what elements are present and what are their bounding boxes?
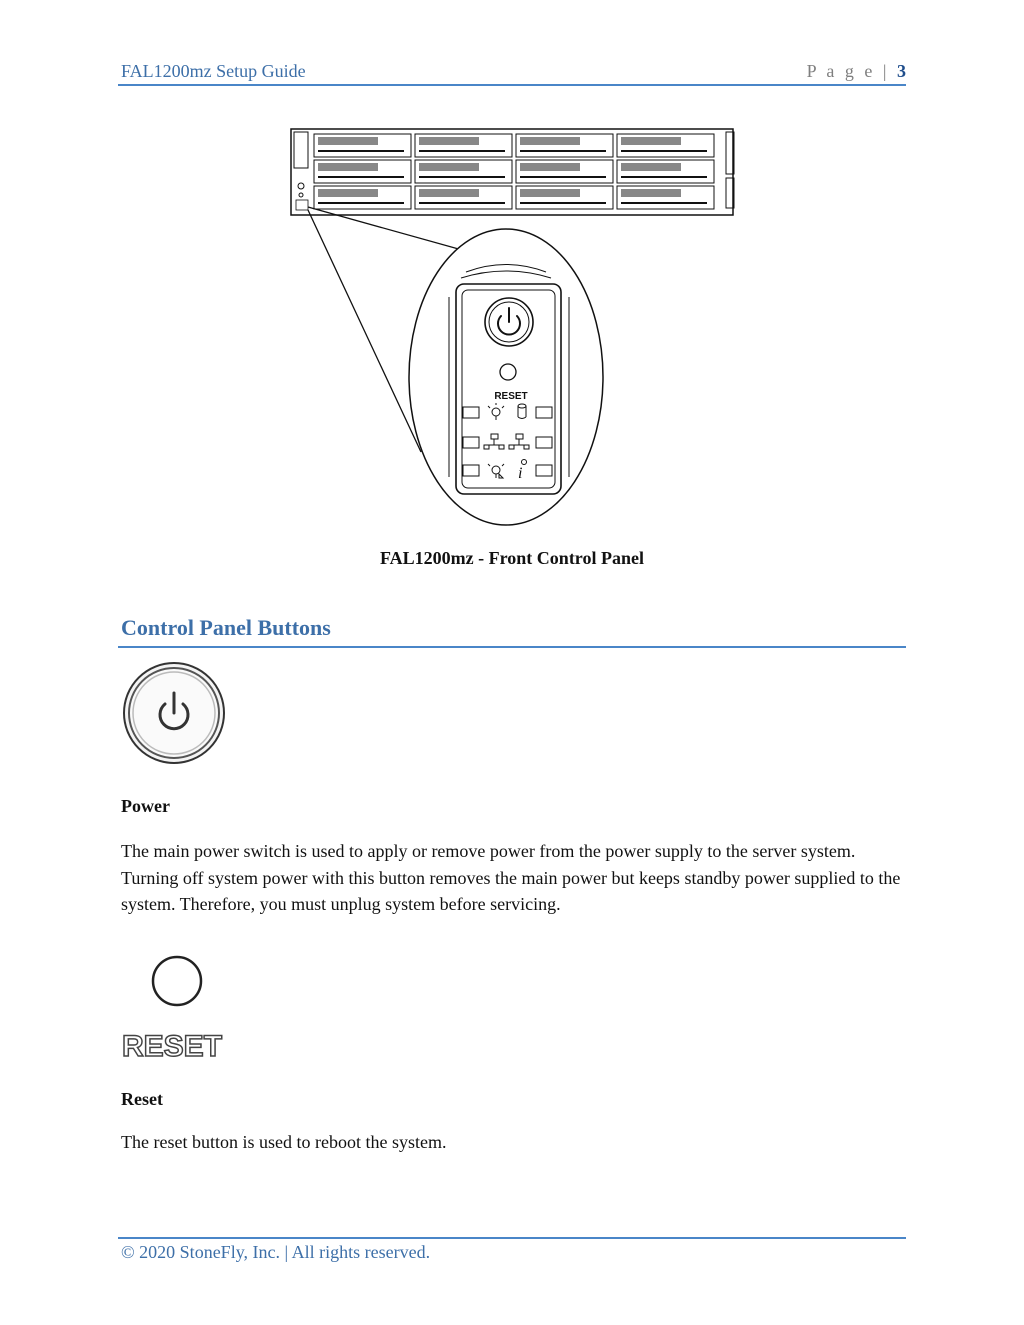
reset-icon-label: RESET bbox=[122, 1030, 223, 1063]
server-chassis-drawing bbox=[291, 129, 734, 215]
footer-rule bbox=[118, 1237, 906, 1239]
svg-text:i: i bbox=[518, 465, 523, 482]
reset-heading: Reset bbox=[121, 1089, 163, 1109]
reset-circle-icon bbox=[120, 950, 232, 1020]
power-heading: Power bbox=[121, 796, 170, 816]
panel-reset-label: RESET bbox=[494, 391, 528, 402]
header-rule bbox=[118, 84, 906, 86]
drive-bay-grille bbox=[419, 189, 479, 197]
power-icon bbox=[120, 659, 230, 769]
drive-bay-grille bbox=[520, 163, 580, 171]
drive-bay-grille bbox=[419, 163, 479, 171]
section-rule bbox=[118, 646, 906, 648]
server-front-panel-figure bbox=[286, 122, 738, 530]
figure-caption: FAL1200mz - Front Control Panel bbox=[380, 548, 644, 568]
drive-bay-grille bbox=[419, 137, 479, 145]
reset-description: The reset button is used to reboot the system. bbox=[121, 1132, 447, 1152]
magnifier-oval bbox=[409, 229, 603, 525]
zoom-line-bottom bbox=[308, 210, 421, 452]
page-label: P a g e | bbox=[806, 61, 890, 81]
page-number: 3 bbox=[897, 61, 906, 81]
drive-bay-grille bbox=[520, 137, 580, 145]
header-doc-title: FAL1200mz Setup Guide bbox=[121, 61, 306, 81]
drive-bay-grille bbox=[520, 189, 580, 197]
reset-icon bbox=[120, 950, 232, 1063]
footer-copyright: © 2020 StoneFly, Inc. | All rights reserved. bbox=[121, 1242, 431, 1262]
section-title: Control Panel Buttons bbox=[121, 615, 331, 640]
drive-bay-grille bbox=[318, 189, 378, 197]
power-description: The main power switch is used to apply or remove power from the power supply to the server system. Turning off system power with this button removes the main power but keeps standby power supplied to the system. Therefore, you must unplug system before servicing. bbox=[121, 841, 901, 914]
drive-bay-grille bbox=[621, 137, 681, 145]
drive-bay-grille bbox=[318, 137, 378, 145]
drive-bay-grille bbox=[621, 189, 681, 197]
drive-bay-grille bbox=[318, 163, 378, 171]
drive-bay-grille bbox=[621, 163, 681, 171]
header-page-number bbox=[807, 61, 906, 82]
